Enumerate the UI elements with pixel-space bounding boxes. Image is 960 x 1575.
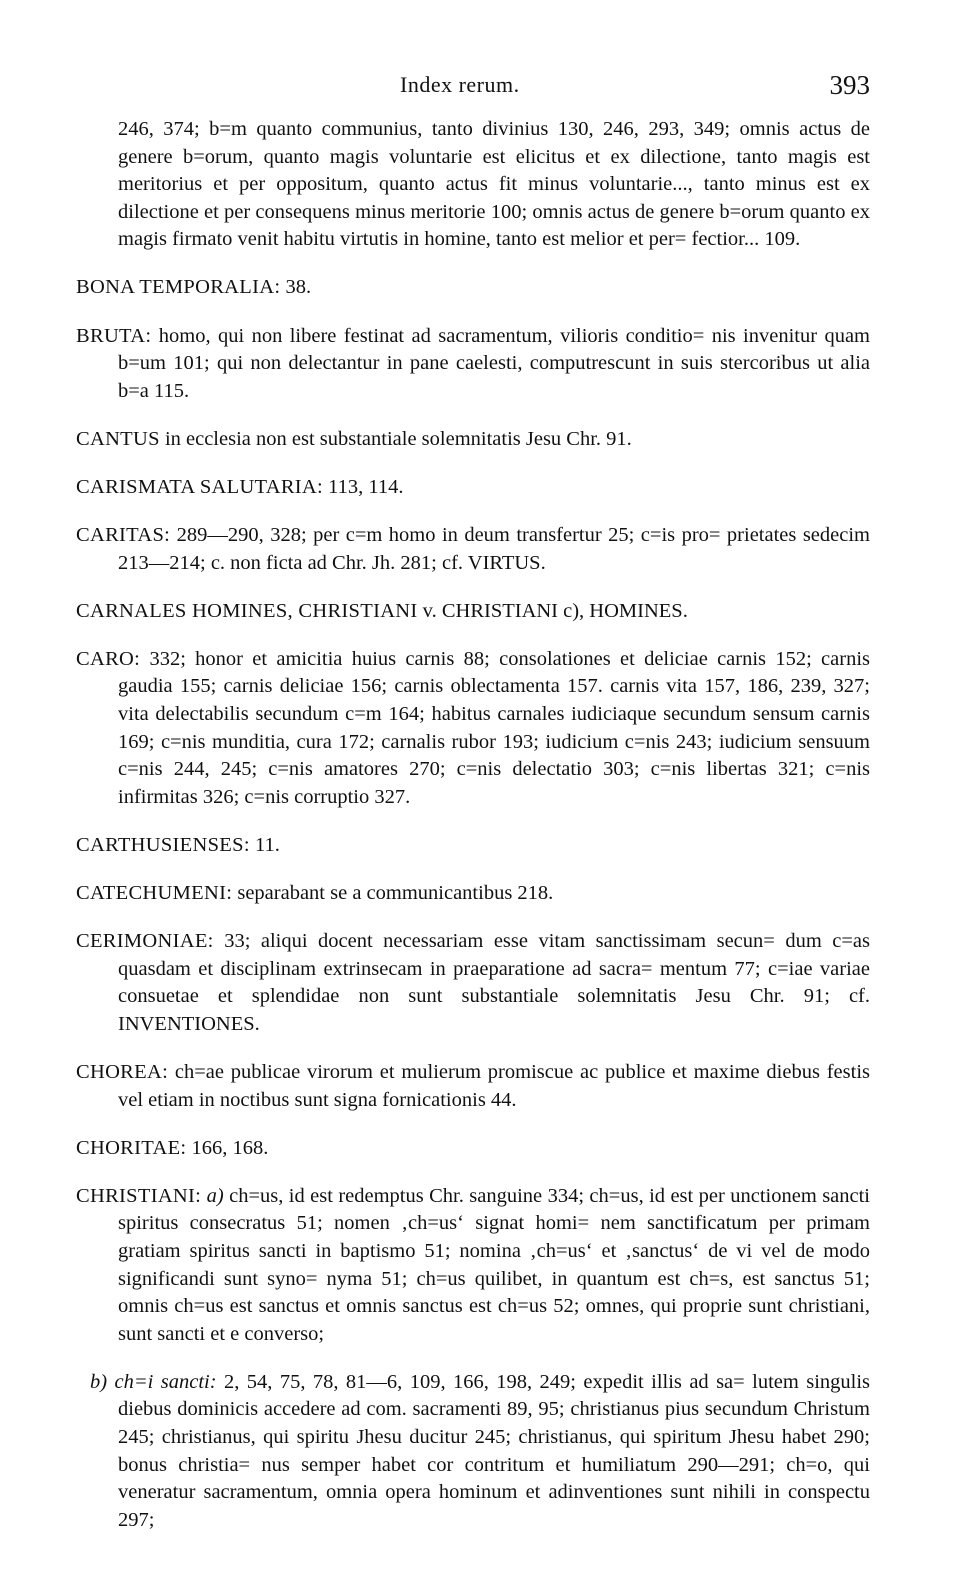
index-entry bbox=[76, 1135, 870, 1163]
entry-headword: BONA TEMPORALIA: bbox=[76, 276, 281, 299]
entry-text: 289—290, 328; per c=m homo in deum transfertur 25; c=is pro= prietates sedecim 213—214; c. non ficta ad Chr. Jh. 281; cf. VIRTUS. bbox=[118, 524, 870, 574]
entry-headword: CARNALES HOMINES, CHRISTIANI bbox=[76, 599, 418, 622]
index-entry bbox=[76, 598, 870, 626]
entry-text: ch=us, id est redemptus Chr. sanguine 334; ch=us, id est per unctionem sancti spiritus consecratus 51; nomen ‚ch=us‘ signat homi= nem sanctificatum per primam gratiam spiritus sancti in baptismo 51; nomina ‚ch=us‘ et ‚sanctus‘ de vi vel de modo significandi sunt syno= nyma 51; ch=us quilibet, in quantum est ch=s, est sanctus 51; omnis ch=us est sanctus et omnis sanctus est ch=us 52; omnes, qui proprie sunt christiani, sunt sancti et e converso; bbox=[118, 1184, 871, 1345]
entry-headword: CARITAS: bbox=[76, 524, 171, 547]
entry-text: 33; aliqui docent necessariam esse vitam sanctissimam secun= dum c=as quasdam et disciplinam extrinsecam in praeparatione ad sacra= mentum 77; c=iae variae consuetae et splendidae non sunt substantiale solemnitatis Jesu Chr. 91; cf. INVENTIONES. bbox=[118, 930, 870, 1035]
index-entry bbox=[76, 323, 870, 406]
entry-headword: BRUTA: bbox=[76, 324, 152, 347]
entry-headword: CHORITAE: bbox=[76, 1136, 187, 1159]
index-entry bbox=[76, 426, 870, 454]
entry-text: 113, 114. bbox=[328, 475, 404, 498]
index-sub-entry bbox=[76, 1369, 870, 1535]
entry-headword: CATECHUMENI: bbox=[76, 881, 233, 904]
entry-headword: CANTUS bbox=[76, 427, 160, 450]
index-entries bbox=[76, 116, 870, 1534]
index-entry bbox=[76, 928, 870, 1038]
running-title: Index rerum. bbox=[400, 72, 520, 97]
entry-text: 11. bbox=[254, 833, 280, 856]
index-entry bbox=[76, 274, 870, 302]
index-entry bbox=[76, 646, 870, 812]
entry-text: in ecclesia non est substantiale solemnitatis Jesu Chr. 91. bbox=[164, 427, 632, 450]
entry-text: 38. bbox=[285, 276, 312, 299]
sub-entry-mark: b) bbox=[90, 1370, 108, 1393]
entry-text: 246, 374; b=m quanto communius, tanto divinius 130, 246, 293, 349; omnis actus de genere b=orum, quanto magis voluntarie est elicitus et ex dilectione, tanto magis est meritorius et per oppositum, quanto actus fit minus voluntarie..., tanto minus est ex dilectione et per consequens minus meritorie 100; omnis actus de genere b=orum quanto ex magis firmato venit habitu virtutis in homine, tanto est melior et per= fectior... 109. bbox=[118, 118, 870, 251]
entry-text: 332; honor et amicitia huius carnis 88; consolationes et deliciae carnis 152; carnis gaudia 155; carnis deliciae 156; carnis oblectamenta 157. carnis vita 157, 186, 239, 327; vita delectabilis secundum c=m 164; habitus carnales iudiciaque secundum sensum carnis 169; c=nis munditia, cura 172; carnalis rubor 193; iudicium c=nis 243; iudicium sensuum c=nis 244, 245; c=nis amatores 270; c=nis delectatio 303; c=nis libertas 321; c=nis infirmitas 326; c=nis corruptio 327. bbox=[118, 647, 871, 808]
sub-entry-label: ch=i sancti: bbox=[114, 1370, 217, 1393]
entry-headword: CERIMONIAE: bbox=[76, 930, 214, 953]
sub-entry-mark: a) bbox=[206, 1184, 224, 1207]
entry-text: separabant se a communicantibus 218. bbox=[237, 881, 554, 904]
entry-headword: CHOREA: bbox=[76, 1060, 169, 1083]
page-number: 393 bbox=[829, 70, 870, 100]
index-entry-continuation bbox=[76, 116, 870, 254]
entry-headword: CARO: bbox=[76, 647, 141, 670]
index-entry bbox=[76, 1059, 870, 1114]
entry-text: ch=ae publicae virorum et mulierum promiscue ac publice et maxime diebus festis vel etiam in noctibus sunt signa fornicationis 44. bbox=[118, 1060, 870, 1111]
page-header bbox=[76, 70, 870, 116]
entry-text: 2, 54, 75, 78, 81—6, 109, 166, 198, 249; expedit illis ad sa= lutem singulis diebus dominicis accedere ad com. sacramenti 89, 95; christianus pius secundum Christum 245; christianus, qui spiritu Jhesu ducitur 245; christianus, qui spiritum Jhesu habet 290; bonus christia= nus semper habet cor contritum et humiliatum 290—291; ch=o, qui veneratur sacramentum, omnia opera hominum et adinventiones sunt nihili in conspectu 297; bbox=[118, 1370, 871, 1531]
entry-text: homo, qui non libere festinat ad sacramentum, vilioris conditio= nis invenitur quam b=um 101; qui non delectantur in pane caelesti, computrescunt in suis stercoribus ut alia b=a 115. bbox=[118, 324, 870, 402]
index-entry bbox=[76, 880, 870, 908]
index-entry bbox=[76, 832, 870, 860]
entry-headword: CARTHUSIENSES: bbox=[76, 833, 250, 856]
entry-text: v. CHRISTIANI c), HOMINES. bbox=[422, 599, 688, 622]
entry-text: 166, 168. bbox=[191, 1136, 269, 1159]
index-entry bbox=[76, 474, 870, 502]
index-entry bbox=[76, 522, 870, 577]
entry-headword: CARISMATA SALUTARIA: bbox=[76, 475, 324, 498]
entry-headword: CHRISTIANI: bbox=[76, 1184, 202, 1207]
index-entry bbox=[76, 1183, 870, 1349]
